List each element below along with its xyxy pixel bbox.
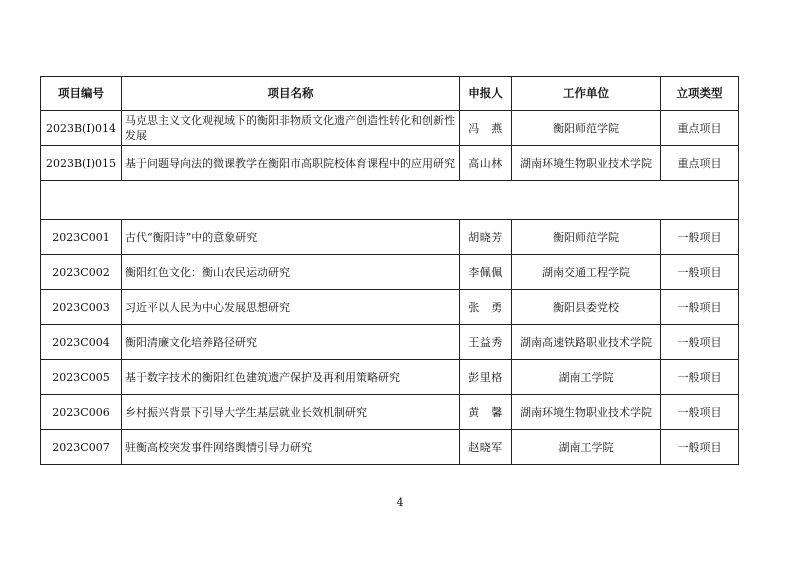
table-section-gap [41, 181, 739, 220]
cell-unit: 衡阳师范学院 [512, 111, 661, 146]
table-row [41, 255, 739, 290]
header-applicant: 申报人 [460, 77, 512, 111]
table-row [41, 395, 739, 430]
cell-title: 驻衡高校突发事件网络舆情引导力研究 [122, 430, 460, 465]
cell-unit: 湖南工学院 [512, 430, 661, 465]
cell-title: 衡阳红色文化：衡山农民运动研究 [122, 255, 460, 290]
cell-applicant: 黄 馨 [460, 395, 512, 430]
header-unit: 工作单位 [512, 77, 661, 111]
cell-code: 2023C001 [41, 220, 122, 255]
cell-type: 一般项目 [661, 430, 739, 465]
cell-title: 衡阳清廉文化培养路径研究 [122, 325, 460, 360]
cell-code: 2023C004 [41, 325, 122, 360]
header-title: 项目名称 [122, 77, 460, 111]
cell-applicant: 李佩佩 [460, 255, 512, 290]
cell-unit: 湖南交通工程学院 [512, 255, 661, 290]
header-code: 项目编号 [41, 77, 122, 111]
table-header-row [41, 77, 739, 111]
cell-unit: 湖南环境生物职业技术学院 [512, 395, 661, 430]
header-type: 立项类型 [661, 77, 739, 111]
cell-code: 2023C005 [41, 360, 122, 395]
cell-type: 重点项目 [661, 146, 739, 181]
cell-type: 一般项目 [661, 290, 739, 325]
cell-type: 一般项目 [661, 325, 739, 360]
cell-unit: 湖南高速铁路职业技术学院 [512, 325, 661, 360]
cell-title: 基于数字技术的衡阳红色建筑遗产保护及再利用策略研究 [122, 360, 460, 395]
cell-title: 古代“衡阳诗”中的意象研究 [122, 220, 460, 255]
empty-row [41, 181, 739, 220]
table-row [41, 220, 739, 255]
cell-type: 一般项目 [661, 360, 739, 395]
table-row [41, 430, 739, 465]
project-table [40, 76, 739, 465]
table-row [41, 111, 739, 146]
cell-type: 一般项目 [661, 395, 739, 430]
cell-applicant: 彭里格 [460, 360, 512, 395]
cell-type: 一般项目 [661, 220, 739, 255]
cell-title: 习近平以人民为中心发展思想研究 [122, 290, 460, 325]
table-row [41, 146, 739, 181]
cell-unit: 衡阳县委党校 [512, 290, 661, 325]
cell-title: 马克思主义文化观视域下的衡阳非物质文化遗产创造性转化和创新性发展 [122, 111, 460, 146]
cell-applicant: 冯 燕 [460, 111, 512, 146]
cell-code: 2023B(I)014 [41, 111, 122, 146]
cell-code: 2023C006 [41, 395, 122, 430]
cell-applicant: 赵晓军 [460, 430, 512, 465]
cell-applicant: 胡晓芳 [460, 220, 512, 255]
cell-applicant: 高山林 [460, 146, 512, 181]
cell-applicant: 王益秀 [460, 325, 512, 360]
cell-title: 乡村振兴背景下引导大学生基层就业长效机制研究 [122, 395, 460, 430]
table-row [41, 290, 739, 325]
cell-type: 一般项目 [661, 255, 739, 290]
cell-unit: 湖南环境生物职业技术学院 [512, 146, 661, 181]
cell-unit: 衡阳师范学院 [512, 220, 661, 255]
cell-code: 2023C007 [41, 430, 122, 465]
cell-code: 2023C002 [41, 255, 122, 290]
table-row [41, 325, 739, 360]
cell-unit: 湖南工学院 [512, 360, 661, 395]
cell-code: 2023B(I)015 [41, 146, 122, 181]
cell-code: 2023C003 [41, 290, 122, 325]
cell-title: 基于问题导向法的微课教学在衡阳市高职院校体育课程中的应用研究 [122, 146, 460, 181]
cell-type: 重点项目 [661, 111, 739, 146]
table-row [41, 360, 739, 395]
cell-applicant: 张 勇 [460, 290, 512, 325]
page-number: 4 [396, 496, 404, 509]
